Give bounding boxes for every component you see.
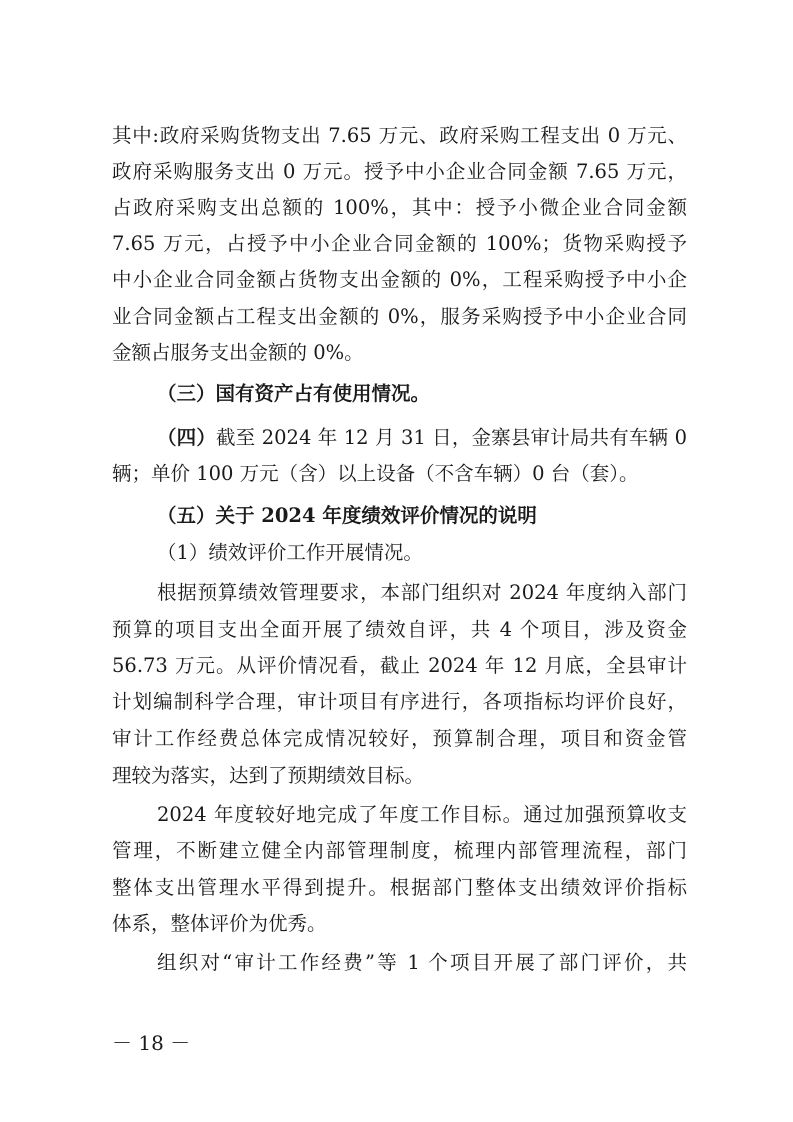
paragraph-line: 理较为落实，达到了预期绩效目标。 xyxy=(112,764,425,787)
paragraph-line: 辆；单价 100 万元（含）以上设备（不含车辆）0 台（套）。 xyxy=(112,462,639,485)
section-heading-5: （五）关于 2024 年度绩效评价情况的说明 xyxy=(157,504,537,527)
paragraph-line: 根据预算绩效管理要求，本部门组织对 2024 年度纳入部门 xyxy=(157,581,687,604)
paragraph-line: 占政府采购支出总额的 100%，其中：授予小微企业合同金额 xyxy=(112,196,687,219)
paragraph-line: 业合同金额占工程支出金额的 0%，服务采购授予中小企业合同 xyxy=(112,305,687,328)
paragraph-line: 56.73 万元。从评价情况看，截止 2024 年 12 月底，全县审计 xyxy=(112,654,687,677)
subsection-heading-1: （1）绩效评价工作开展情况。 xyxy=(157,541,423,564)
page-number: － 18 － xyxy=(112,1031,191,1055)
paragraph-line: 体系，整体评价为优秀。 xyxy=(112,912,327,935)
paragraph-line: 2024 年度较好地完成了年度工作目标。通过加强预算收支 xyxy=(157,803,687,826)
section-4-text: 截至 2024 年 12 月 31 日，金寨县审计局共有车辆 0 xyxy=(216,426,687,449)
paragraph-line: 审计工作经费总体完成情况较好，预算制合理，项目和资金管 xyxy=(112,727,687,750)
section-heading-4: （四） xyxy=(157,426,217,449)
paragraph-line: 7.65 万元，占授予中小企业合同金额的 100%；货物采购授予 xyxy=(112,232,687,255)
paragraph-line: 管理，不断建立健全内部管理制度，梳理内部管理流程，部门 xyxy=(112,839,687,862)
paragraph-line: 金额占服务支出金额的 0%。 xyxy=(112,341,364,364)
paragraph-line: 组织对“审计工作经费”等 1 个项目开展了部门评价，共 xyxy=(157,951,687,974)
section-4-line xyxy=(157,425,687,451)
paragraph-line: 预算的项目支出全面开展了绩效自评，共 4 个项目，涉及资金 xyxy=(112,618,687,641)
paragraph-line: 政府采购服务支出 0 万元。授予中小企业合同金额 7.65 万元， xyxy=(112,160,687,183)
paragraph-line: 其中:政府采购货物支出 7.65 万元、政府采购工程支出 0 万元、 xyxy=(112,124,687,147)
paragraph-line: 计划编制科学合理，审计项目有序进行，各项指标均评价良好， xyxy=(112,690,687,713)
section-heading-3: （三）国有资产占有使用情况。 xyxy=(157,382,431,405)
paragraph-line: 中小企业合同金额占货物支出金额的 0%，工程采购授予中小企 xyxy=(112,268,687,291)
paragraph-line: 整体支出管理水平得到提升。根据部门整体支出绩效评价指标 xyxy=(112,876,687,899)
